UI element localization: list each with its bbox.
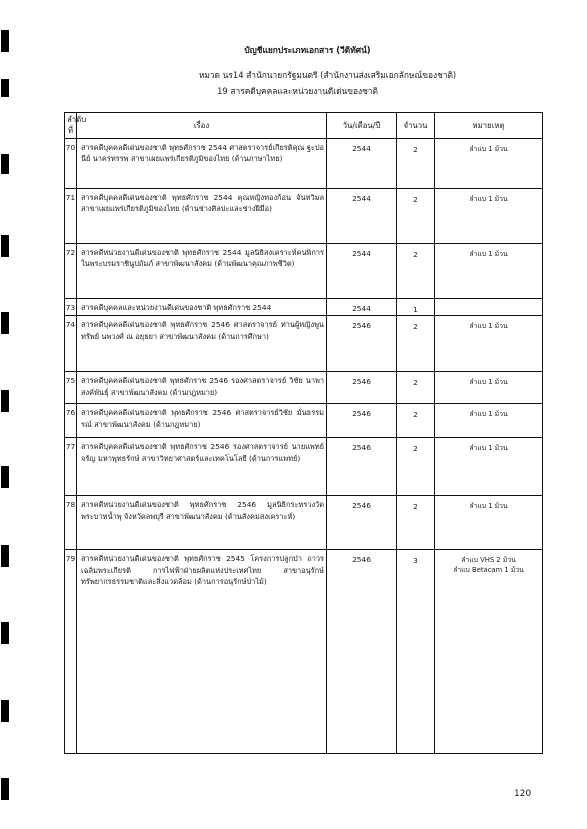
row-subject-cell: สารคดีบุคคลดีเด่นของชาติ พุทธศักราช 2546 ศาสตราจารย์ ท่านผู้หญิงพูนทรัพย์ นพวงศ์ ณ อยุธยา สาขาพัฒนาสังคม (ด้านการศึกษา) [77, 316, 327, 372]
row-number-cell: 74 [65, 316, 77, 372]
binding-mark [1, 622, 9, 644]
row-note-cell [435, 298, 543, 315]
row-subject-cell: สารคดีหน่วยงานดีเด่นของชาติ พุทธศักราช 2544 มูลนิธิสงเคราะห์คนพิการในพระบรมราชินูปถัมภ์ สาขาพัฒนาสังคม (ด้านพัฒนาคุณภาพชีวิต) [77, 243, 327, 298]
row-quantity-cell: 2 [397, 243, 435, 298]
record-register-table [64, 112, 543, 754]
table-row [65, 372, 543, 404]
row-note-cell [435, 188, 543, 243]
row-quantity-cell: 2 [397, 404, 435, 438]
column-header-note: หมายเหตุ [435, 113, 543, 139]
row-note-cell [435, 550, 543, 754]
row-note-line: ลำแบ 1 ม้วน [469, 378, 508, 387]
binding-mark [1, 30, 9, 52]
row-note-line: ลำแบ 1 ม้วน [469, 444, 508, 453]
row-note-cell [435, 372, 543, 404]
row-note-cell [435, 404, 543, 438]
table-row [65, 316, 543, 372]
row-number-cell: 71 [65, 188, 77, 243]
record-subgroup-line: 19 สารคดีบุคคลและหน่วยงานดีเด่นของชาติ [217, 86, 378, 96]
row-date-cell: 2544 [327, 298, 397, 315]
row-subject-cell: สารคดีบุคคลและหน่วยงานดีเด่นของชาติ พุทธศักราช 2544 [77, 298, 327, 315]
binding-mark [1, 154, 9, 174]
table-row [65, 550, 543, 754]
table-row [65, 138, 543, 188]
table-row [65, 298, 543, 315]
row-subject-cell: สารคดีบุคคลดีเด่นของชาติ พุทธศักราช 2544 คุณหญิงทองก้อน จันทวิมล สาขาเผยแพร่เกียรติภูมิของไทย (ด้านช่างศิลปะและช่างฝีมือ) [77, 188, 327, 243]
row-note-line: ลำแบ 1 ม้วน [469, 410, 508, 419]
row-note-line: ลำแบ 1 ม้วน [469, 194, 508, 203]
row-date-cell: 2544 [327, 243, 397, 298]
row-date-cell: 2546 [327, 438, 397, 496]
binding-mark [1, 466, 9, 488]
column-header-number: ลำดับที่ [65, 113, 77, 139]
column-header-subject: เรื่อง [77, 113, 327, 139]
binding-mark [1, 235, 9, 257]
table-row [65, 438, 543, 496]
row-note-line: ลำแบ 1 ม้วน [469, 502, 508, 511]
row-date-cell: 2544 [327, 138, 397, 188]
row-quantity-cell: 2 [397, 372, 435, 404]
table-row [65, 188, 543, 243]
row-subject-cell: สารคดีหน่วยงานดีเด่นของชาติ พุทธศักราช 2546 มูลนิธิกระทรวงวัดพระบาทน้ำพุ จังหวัดลพบุรี สาขาพัฒนาสังคม (ด้านสังคมสงเคราะห์) [77, 496, 327, 550]
row-quantity-cell: 2 [397, 496, 435, 550]
row-note-line: ลำแบ 1 ม้วน [469, 249, 508, 258]
table-header-row [65, 113, 543, 139]
row-note-cell [435, 316, 543, 372]
row-note-line: ลำแบ VHS 2 ม้วน [461, 556, 516, 565]
row-date-cell: 2546 [327, 404, 397, 438]
binding-mark [1, 390, 9, 412]
binding-mark [1, 700, 9, 722]
document-title: บัญชีแยกประเภทเอกสาร (วีดิทัศน์) [244, 45, 371, 55]
binding-mark [1, 312, 9, 334]
row-date-cell: 2546 [327, 496, 397, 550]
row-date-cell: 2546 [327, 316, 397, 372]
row-subject-cell: สารคดีบุคคลดีเด่นของชาติ พุทธศักราช 2546 รองศาสตราจารย์ วิชัย นาพาสงค์พันธุ์ สาขาพัฒนาสังคม (ด้านกฎหมาย) [77, 372, 327, 404]
row-number-cell: 75 [65, 372, 77, 404]
row-number-cell: 73 [65, 298, 77, 315]
record-group-line: หมวด นร14 สำนักนายกรัฐมนตรี (สำนักงานส่งเสริมเอกลักษณ์ของชาติ) [198, 70, 457, 80]
row-quantity-cell: 2 [397, 138, 435, 188]
table-row [65, 243, 543, 298]
page-number: 120 [514, 789, 532, 799]
row-note-line: ลำแบ 1 ม้วน [469, 322, 508, 331]
row-note-cell [435, 438, 543, 496]
row-note-cell [435, 138, 543, 188]
row-number-cell: 76 [65, 404, 77, 438]
row-quantity-cell: 2 [397, 316, 435, 372]
table-row [65, 496, 543, 550]
row-subject-cell: สารคดีหน่วยงานดีเด่นของชาติ พุทธศักราช 2545 โครงการปลูกป่า ถาวรเฉลิมพระเกียรติ การไฟฟ้าฝ่ายผลิตแห่งประเทศไทย สาขาอนุรักษ์ทรัพยากรธรรมชาติและสิ่งแวดล้อม (ด้านการอนุรักษ์ป่าไม้) [77, 550, 327, 754]
row-number-cell: 72 [65, 243, 77, 298]
row-date-cell: 2546 [327, 372, 397, 404]
column-header-quantity: จำนวน [397, 113, 435, 139]
row-number-cell: 79 [65, 550, 77, 754]
row-date-cell: 2544 [327, 188, 397, 243]
row-quantity-cell: 2 [397, 438, 435, 496]
row-subject-cell: สารคดีบุคคลดีเด่นของชาติ พุทธศักราช 2546 รองศาสตราจารย์ นายแพทย์ จรัญ มหาพุทธรักษ์ สาขาวิทยาศาสตร์และเทคโนโลยี (ด้านการแพทย์) [77, 438, 327, 496]
row-number-cell: 70 [65, 138, 77, 188]
row-subject-cell: สารคดีบุคคลดีเด่นของชาติ พุทธศักราช 2546 ศาสตราจารย์วิชัย มั่นธรรมรณ์ สาขาพัฒนาสังคม (ด้านกฎหมาย) [77, 404, 327, 438]
row-date-cell: 2546 [327, 550, 397, 754]
row-quantity-cell: 3 [397, 550, 435, 754]
column-header-date: วัน/เดือน/ปี [327, 113, 397, 139]
binding-mark [1, 778, 9, 800]
row-number-cell: 77 [65, 438, 77, 496]
row-note-line: ลำแบ Betacam 1 ม้วน [453, 566, 524, 575]
binding-mark [1, 545, 9, 567]
row-note-line: ลำแบ 1 ม้วน [469, 144, 508, 153]
table-row [65, 404, 543, 438]
row-number-cell: 78 [65, 496, 77, 550]
row-note-cell [435, 243, 543, 298]
row-subject-cell: สารคดีบุคคลดีเด่นของชาติ พุทธศักราช 2544 ศาสตราจารย์เกียรติคุณ ฐะปอนีย์ นาครทรรพ สาขาเผยแพร่เกียรติภูมิของไทย (ด้านภาษาไทย) [77, 138, 327, 188]
row-quantity-cell: 2 [397, 188, 435, 243]
row-quantity-cell: 1 [397, 298, 435, 315]
row-note-cell [435, 496, 543, 550]
